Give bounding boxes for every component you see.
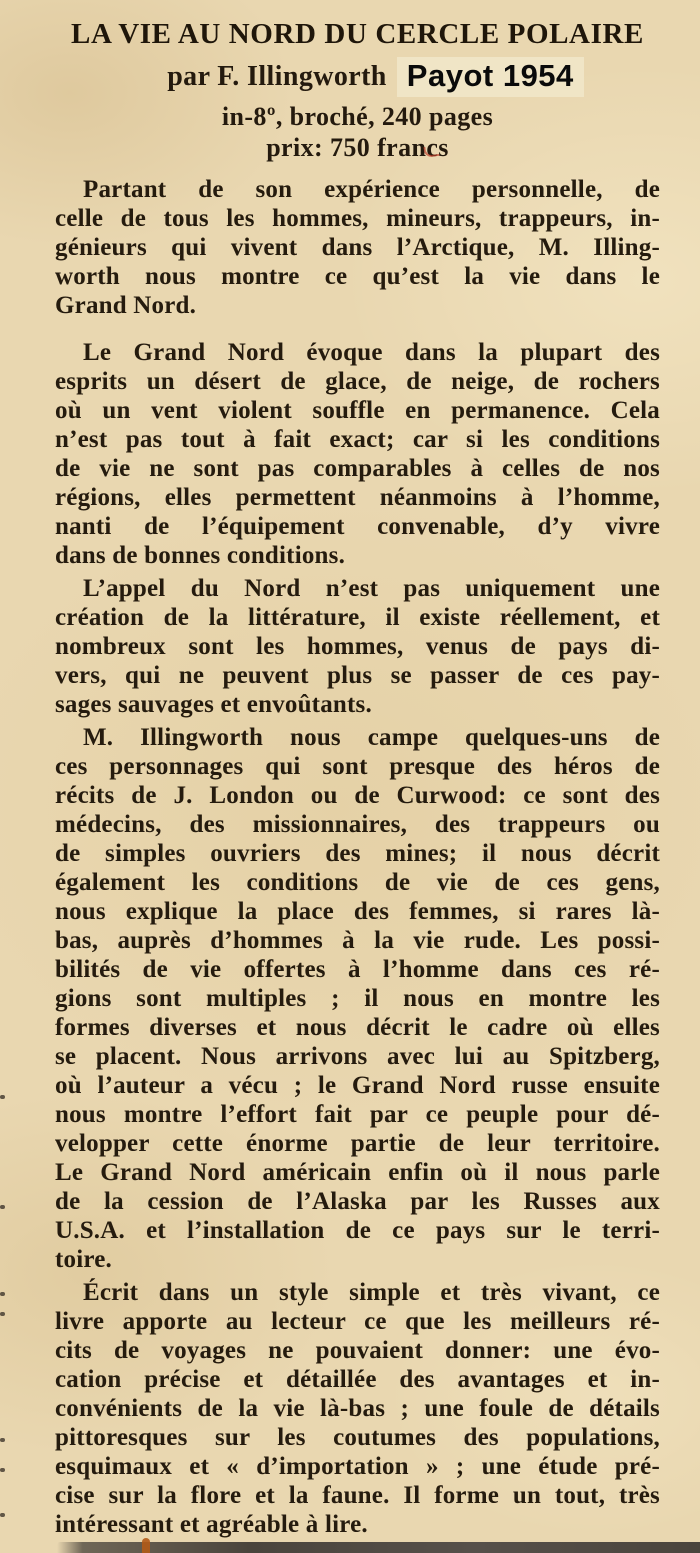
paragraph xyxy=(55,574,660,719)
text-line: cits de voyages ne pouvaient donner: une évo- xyxy=(55,1337,660,1364)
text-line: de la cession de l’Alaska par les Russes aux xyxy=(55,1188,660,1215)
text-line: toire. xyxy=(55,1246,112,1273)
text-line: bas, auprès d’hommes à la vie rude. Les possi- xyxy=(55,927,660,954)
format-line: in-8º, broché, 240 pages xyxy=(221,102,494,131)
text-line: nanti de l’équipement convenable, d’y vivre xyxy=(55,513,660,540)
text-line: M. Illingworth nous campe quelques-uns de xyxy=(83,724,660,751)
text-line: nous explique la place des femmes, si rares là- xyxy=(55,898,660,925)
price-line: prix: 750 francs xyxy=(266,133,449,162)
text-line: ces personnages qui sont presque des héros de xyxy=(55,753,660,780)
text-line: de simples ouvriers des mines; il nous décrit xyxy=(55,840,660,867)
text-line: celle de tous les hommes, mineurs, trappeurs, in- xyxy=(55,205,660,232)
ink-stain xyxy=(142,1538,150,1553)
text-line: intéressant et agréable à lire. xyxy=(55,1511,368,1538)
text-line: Le Grand Nord évoque dans la plupart des xyxy=(83,339,660,366)
text-line: cation précise et détaillée des avantages et in- xyxy=(55,1366,660,1393)
text-line: Le Grand Nord américain enfin où il nous parle xyxy=(55,1159,660,1186)
text-line: worth nous montre ce qu’est la vie dans le xyxy=(55,263,660,290)
text-line: où l’auteur a vécu ; le Grand Nord russe ensuite xyxy=(55,1072,660,1099)
paragraph xyxy=(55,723,660,1274)
text-line: création de la littérature, il existe réellement, et xyxy=(55,604,660,631)
text-line: L’appel du Nord n’est pas uniquement une xyxy=(83,575,660,602)
text-line: génieurs qui vivent dans l’Arctique, M. Illing- xyxy=(55,234,660,261)
publisher-year-stamp: Payot 1954 xyxy=(397,57,584,97)
scan-artifact xyxy=(0,1513,5,1517)
text-line: U.S.A. et l’installation de ce pays sur le terri- xyxy=(55,1217,660,1244)
text-line: bilités de vie offertes à l’homme dans ces ré- xyxy=(55,956,660,983)
paragraph xyxy=(55,1278,660,1539)
body-paragraphs xyxy=(55,175,660,1539)
scan-artifact xyxy=(0,1468,5,1472)
text-line: Écrit dans un style simple et très vivant, ce xyxy=(83,1279,660,1306)
text-line: récits de J. London ou de Curwood: ce sont des xyxy=(55,782,660,809)
text-line: également les conditions de vie de ces gens, xyxy=(55,869,660,896)
text-line: régions, elles permettent néanmoins à l’homme, xyxy=(55,484,660,511)
scan-artifact xyxy=(0,1312,5,1316)
text-line: formes diverses et nous décrit le cadre où elles xyxy=(55,1014,660,1041)
text-line: gions sont multiples ; il nous en montre les xyxy=(55,985,660,1012)
text-line: se placent. Nous arrivons avec lui au Spitzberg, xyxy=(55,1043,660,1070)
text-line: dans de bonnes conditions. xyxy=(55,542,346,569)
scan-artifact xyxy=(0,1292,5,1296)
paragraph xyxy=(55,175,660,320)
text-line: médecins, des missionnaires, des trappeurs ou xyxy=(55,811,660,838)
text-line: cise sur la flore et la faune. Il forme un tout, très xyxy=(55,1482,660,1509)
scan-artifact xyxy=(0,1095,5,1099)
scan-artifact xyxy=(0,1438,5,1442)
author-byline: par F. Illingworth xyxy=(167,61,387,92)
scan-edge-strip xyxy=(57,1542,700,1553)
book-title: LA VIE AU NORD DU CERCLE POLAIRE xyxy=(71,18,644,50)
text-line: sages sauvages et envoûtants. xyxy=(55,691,372,718)
text-line: Partant de son expérience personnelle, de xyxy=(83,176,660,203)
text-line: où un vent violent souffle en permanence. Cela xyxy=(55,397,660,424)
text-line: esprits un désert de glace, de neige, de rochers xyxy=(55,368,660,395)
text-line: vers, qui ne peuvent plus se passer de ces pay- xyxy=(55,662,660,689)
text-line: convénients de la vie là-bas ; une foule de détails xyxy=(55,1395,660,1422)
text-line: velopper cette énorme partie de leur territoire. xyxy=(55,1130,660,1157)
text-line: pittoresques sur les coutumes des populations, xyxy=(55,1424,660,1451)
text-line: nombreux sont les hommes, venus de pays di- xyxy=(55,633,660,660)
text-line: de vie ne sont pas comparables à celles de nos xyxy=(55,455,660,482)
text-line: livre apporte au lecteur ce que les meilleurs ré- xyxy=(55,1308,660,1335)
byline-row xyxy=(91,57,660,97)
text-line: Grand Nord. xyxy=(55,292,197,319)
text-line: n’est pas tout à fait exact; car si les conditions xyxy=(55,426,660,453)
scan-artifact xyxy=(0,1205,5,1209)
text-line: esquimaux et « d’importation » ; une étude pré- xyxy=(55,1453,660,1480)
paragraph xyxy=(55,338,660,570)
text-line: nous montre l’effort fait par ce peuple pour dé- xyxy=(55,1101,660,1128)
